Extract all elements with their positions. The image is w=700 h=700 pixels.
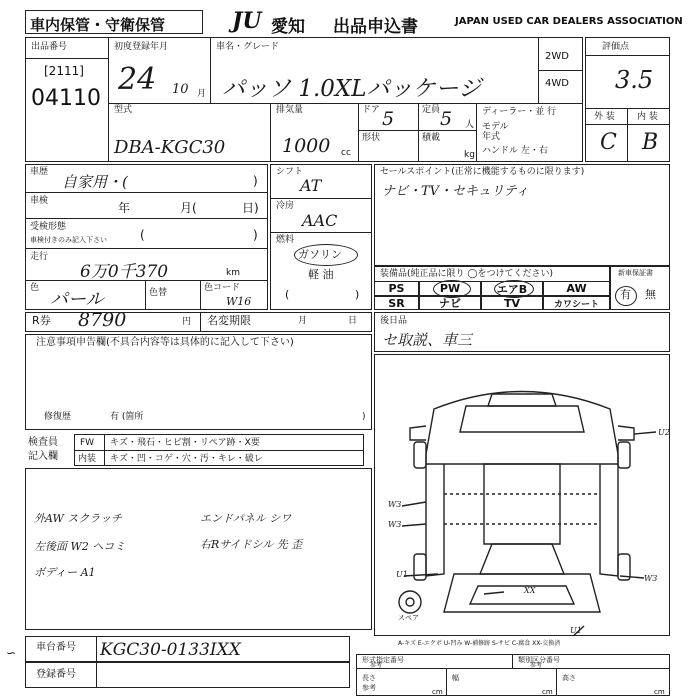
shaken-label: 車検 (30, 196, 49, 206)
car-diagram (374, 354, 670, 636)
interior-label: 内 装 (637, 112, 658, 122)
color-change-label: 色替 (149, 288, 168, 298)
damage-mark-w3-left: W3 (388, 500, 402, 509)
inspector-note-4: 右Rサイドシル 先 歪 (200, 538, 303, 551)
car-name-label: 車名・グレード (216, 42, 280, 52)
registration-label: 登録番号 (36, 669, 76, 680)
damage-legend: A-キズ E-エクボ U-凹み W-補修跡 S-サビ C-腐食 XX-交換済 (398, 640, 561, 647)
displacement-label: 排気量 (276, 105, 304, 115)
equip-pw: PW (419, 281, 481, 296)
capacity-value: 5 (440, 108, 453, 130)
inspector-label: 検査員 (28, 437, 58, 448)
name-change-day: 日 (348, 316, 358, 326)
aircon-label: 冷房 (276, 201, 295, 211)
equip-leather-seat: カワシート (543, 296, 610, 310)
displacement-unit: cc (341, 148, 351, 158)
car-left-side-outline (426, 464, 444, 576)
exterior-value: C (600, 130, 617, 155)
doors-value: 5 (382, 108, 395, 130)
color-label: 色 (30, 283, 40, 293)
type-designation-label: 形式指定番号 (362, 656, 404, 664)
interior-check-text: キズ・凹・コゲ・穴・汚・キレ・破レ (110, 454, 263, 464)
equip-tv: TV (481, 296, 543, 310)
warranty-label: 新車保証書 (618, 269, 653, 277)
history-close: ) (253, 174, 258, 188)
repair-value: 有 (箇所 (110, 412, 144, 422)
first-registration-month-unit: 月 (197, 89, 207, 99)
color-code-label: 色コード (204, 283, 241, 293)
gasoline-circle (294, 244, 358, 266)
storage-label: 車内保管・守衛保管 (30, 16, 166, 34)
spare-label: スペア (398, 614, 419, 622)
notes-label: 注意事項申告欄(不具合内容等は具体的に記入して下さい) (36, 337, 294, 348)
margin-mark: ∽ (6, 646, 17, 660)
color-code-value: W16 (226, 295, 252, 308)
warranty-yes: 有 (620, 288, 631, 301)
lot-number: 04110 (31, 86, 101, 111)
fuel-label: 燃料 (276, 235, 295, 245)
aircon-value: AAC (302, 211, 338, 230)
inspector-note-1: 外AW スクラッチ (34, 512, 123, 525)
car-rear-outline (444, 574, 600, 612)
length-ref: 参考 (362, 684, 376, 692)
model-year-line: モデル (482, 122, 509, 132)
wheel-rl (414, 554, 426, 580)
damage-mark-u1-left: U1 (396, 570, 408, 579)
equip-sr: SR (374, 296, 419, 310)
damage-mark-xx: XX (524, 586, 536, 595)
fuel-diesel: 軽 油 (308, 268, 334, 281)
logo-region: 愛知 (271, 17, 305, 37)
mileage-unit: km (226, 268, 240, 278)
height-label: 高さ (562, 674, 576, 682)
ju-logo: JU (232, 8, 262, 34)
model-label: 型式 (114, 105, 133, 115)
chassis-value: KGC30-0133IXX (100, 640, 241, 660)
airbag-circle (494, 280, 534, 298)
form-title: 出品申込書 (333, 17, 418, 37)
lot-number-label: 出品番号 (31, 42, 68, 52)
wheel-fr (618, 442, 630, 468)
warranty-no: 無 (645, 288, 656, 301)
fw-label: FW (80, 438, 95, 448)
handle-line: ハンドル 左・右 (482, 146, 548, 156)
category-number-label: 類別区分番号 (518, 656, 560, 664)
load-label: 積載 (422, 133, 441, 143)
repair-label: 修復歴 (44, 412, 72, 422)
equipment-label: 装備品(純正品に限り ◯をつけてください) (380, 269, 553, 279)
shaken-month: 月( (180, 201, 197, 215)
equip-ps: PS (374, 281, 419, 296)
car-name-value: パッソ 1.0XLパッケージ (222, 76, 482, 102)
shaken-day: 日) (242, 201, 259, 215)
recycle-unit: 円 (182, 317, 192, 327)
width-label: 幅 (452, 674, 459, 682)
fuel-open: ( (285, 288, 290, 301)
color-value: パール (50, 289, 104, 310)
attached-value: セ取説、車三 (382, 331, 473, 349)
first-registration-year: 24 (118, 62, 157, 97)
inspector-entry-label: 記入欄 (28, 451, 58, 462)
shaken-year: 年 (118, 201, 131, 215)
dealer-line: ディーラー・並 行 (482, 107, 557, 117)
equip-aw: AW (543, 281, 610, 296)
car-right-side-outline (600, 464, 618, 576)
history-value: 自家用・( (62, 173, 128, 191)
inspector-note-5: ボディー A1 (34, 566, 96, 579)
year-line: 年式 (482, 132, 501, 142)
inspector-note-2: エンドパネル シワ (200, 512, 292, 525)
damage-mark-u2: U2 (658, 428, 670, 437)
recycle-label: R券 (32, 314, 51, 327)
doors-label: ドア (362, 105, 380, 115)
lot-sub-number: [2111] (44, 64, 84, 78)
spare-tire (399, 591, 421, 613)
capacity-label: 定員 (422, 105, 441, 115)
shift-label: シフト (276, 167, 304, 177)
notes-block (25, 334, 372, 430)
wheel-fl (414, 442, 426, 468)
pw-circle (433, 280, 471, 298)
receipt-close: ) (253, 228, 258, 242)
mileage-label: 走行 (30, 252, 49, 262)
chassis-label: 車台番号 (36, 642, 76, 653)
drive-2wd: 2WD (545, 51, 569, 62)
damage-mark-w3-left2: W3 (388, 520, 402, 529)
recycle-value: 8790 (78, 309, 127, 331)
grade-label: 評価点 (602, 42, 630, 52)
first-registration-month: 10 (172, 82, 189, 97)
storage-label-box (25, 10, 203, 34)
width-unit: cm (542, 688, 553, 696)
receipt-label: 受検形態 (30, 222, 67, 232)
history-label: 車歴 (30, 167, 49, 177)
shift-value: AT (300, 176, 322, 195)
length-label: 長さ (362, 674, 376, 682)
equip-navi: ナビ (419, 296, 481, 310)
inspector-note-3: 左後面 W2 ヘコミ (34, 540, 126, 553)
interior-check-label: 内装 (78, 454, 97, 464)
capacity-unit: 人 (465, 120, 475, 130)
interior-value: B (642, 130, 659, 155)
model-value: DBA-KGC30 (114, 137, 226, 158)
category-number-ref: 参考 (530, 662, 543, 669)
car-body-outline (426, 392, 618, 465)
equip-airbag: エアB (481, 281, 543, 296)
sales-point-label: セールスポイント(正常に機能するものに限ります) (380, 167, 585, 177)
fw-text: キズ・飛石・ヒビ割・リペア跡・X要 (110, 438, 260, 448)
name-change-label: 名変期限 (207, 314, 251, 327)
exterior-label: 外 装 (594, 112, 615, 122)
attached-label: 後日品 (380, 316, 408, 326)
association-name: JAPAN USED CAR DEALERS ASSOCIATION (455, 16, 683, 27)
length-unit: cm (432, 688, 443, 696)
load-unit: kg (464, 150, 475, 160)
name-change-month: 月 (298, 316, 308, 326)
receipt-note: 車検付きのみ記入下さい (30, 236, 107, 244)
repair-close: ) (362, 412, 366, 422)
mileage-value: 6万0千370 (80, 262, 169, 282)
first-registration-label: 初度登録年月 (114, 42, 169, 52)
grade-value: 3.5 (615, 66, 654, 94)
height-unit: cm (654, 688, 665, 696)
drive-4wd: 4WD (545, 78, 569, 89)
fuel-close: ) (355, 288, 360, 301)
displacement-value: 1000 (282, 135, 331, 157)
shape-label: 形状 (362, 133, 381, 143)
fuel-gasoline: ガソリン (298, 248, 342, 261)
receipt-open: ( (140, 228, 145, 242)
damage-mark-w3-right: W3 (644, 574, 658, 583)
sales-point-value: ナビ・TV・セキュリティ (382, 184, 529, 199)
damage-mark-u1-bottom: U1 (570, 626, 582, 635)
warranty-yes-circle (615, 286, 637, 306)
type-designation-ref: 参考 (370, 662, 383, 669)
